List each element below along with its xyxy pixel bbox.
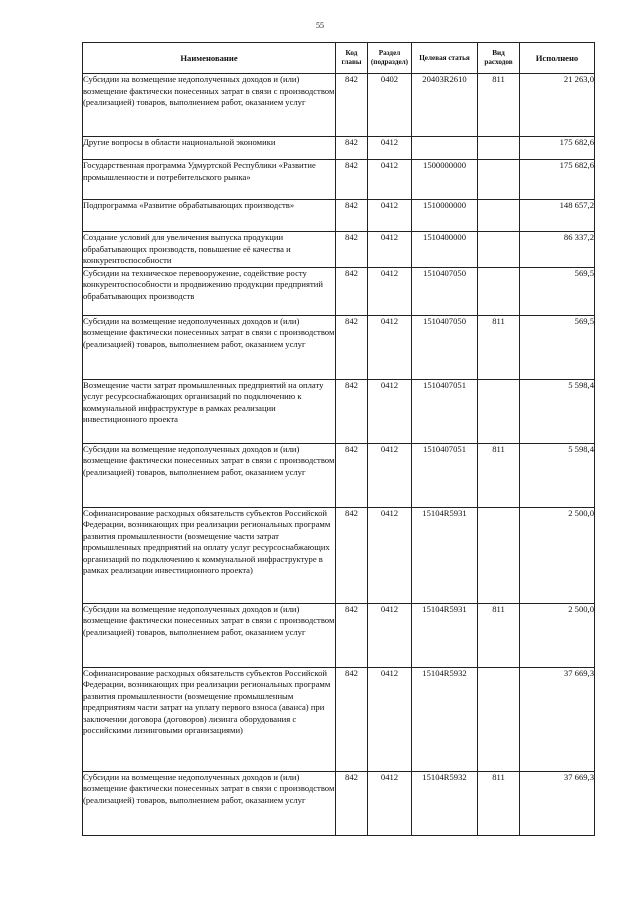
row-vid: 811 bbox=[478, 74, 520, 137]
row-sum: 148 657,2 bbox=[520, 200, 595, 232]
row-name: Подпрограмма «Развитие обрабатывающих производств» bbox=[83, 200, 336, 232]
row-sum: 569,5 bbox=[520, 315, 595, 379]
table-row bbox=[83, 507, 595, 603]
row-stat: 20403R2610 bbox=[412, 74, 478, 137]
row-razdel: 0412 bbox=[368, 267, 412, 315]
row-razdel: 0412 bbox=[368, 603, 412, 667]
header-stat: Целевая статья bbox=[412, 43, 478, 74]
page-number: 55 bbox=[316, 21, 324, 30]
header-sum: Исполнено bbox=[520, 43, 595, 74]
row-glava: 842 bbox=[336, 771, 368, 835]
row-sum: 175 682,6 bbox=[520, 137, 595, 160]
row-sum: 37 669,3 bbox=[520, 771, 595, 835]
row-stat: 1510400000 bbox=[412, 232, 478, 268]
header-name: Наименование bbox=[83, 43, 336, 74]
row-razdel: 0402 bbox=[368, 74, 412, 137]
row-sum: 2 500,0 bbox=[520, 507, 595, 603]
row-stat: 15104R5931 bbox=[412, 603, 478, 667]
row-razdel: 0412 bbox=[368, 379, 412, 443]
row-vid bbox=[478, 667, 520, 771]
row-stat bbox=[412, 137, 478, 160]
row-glava: 842 bbox=[336, 443, 368, 507]
header-razdel: Раздел (подраздел) bbox=[368, 43, 412, 74]
budget-table bbox=[82, 42, 595, 836]
row-glava: 842 bbox=[336, 667, 368, 771]
row-vid: 811 bbox=[478, 771, 520, 835]
row-vid bbox=[478, 200, 520, 232]
row-glava: 842 bbox=[336, 160, 368, 200]
row-vid bbox=[478, 160, 520, 200]
row-razdel: 0412 bbox=[368, 507, 412, 603]
row-vid bbox=[478, 267, 520, 315]
row-glava: 842 bbox=[336, 315, 368, 379]
row-name: Государственная программа Удмуртской Республики «Развитие промышленности и потребительского рынка» bbox=[83, 160, 336, 200]
row-glava: 842 bbox=[336, 232, 368, 268]
row-razdel: 0412 bbox=[368, 667, 412, 771]
table-header-row bbox=[83, 43, 595, 74]
row-vid bbox=[478, 137, 520, 160]
row-glava: 842 bbox=[336, 603, 368, 667]
row-name: Создание условий для увеличения выпуска продукции обрабатывающих производств, повышение её качества и конкурентоспособности bbox=[83, 232, 336, 268]
row-sum: 5 598,4 bbox=[520, 443, 595, 507]
table-row bbox=[83, 379, 595, 443]
row-name: Субсидии на техническое перевооружение, содействие росту конкурентоспособности и продвижению продукции предприятий обрабатывающих производств bbox=[83, 267, 336, 315]
table-row bbox=[83, 160, 595, 200]
row-vid: 811 bbox=[478, 603, 520, 667]
row-stat: 1510407050 bbox=[412, 315, 478, 379]
row-stat: 15104R5932 bbox=[412, 667, 478, 771]
row-name: Субсидии на возмещение недополученных доходов и (или) возмещение фактически понесенных затрат в связи с производством (реализацией) товаров, выполнением работ, оказанием услуг bbox=[83, 443, 336, 507]
row-name: Другие вопросы в области национальной экономики bbox=[83, 137, 336, 160]
table-row bbox=[83, 232, 595, 268]
row-stat: 1510407050 bbox=[412, 267, 478, 315]
row-stat: 15104R5931 bbox=[412, 507, 478, 603]
row-stat: 1510407051 bbox=[412, 443, 478, 507]
row-vid bbox=[478, 507, 520, 603]
header-glava: Код главы bbox=[336, 43, 368, 74]
row-sum: 569,5 bbox=[520, 267, 595, 315]
table-row bbox=[83, 200, 595, 232]
table-row bbox=[83, 667, 595, 771]
row-vid bbox=[478, 379, 520, 443]
row-glava: 842 bbox=[336, 74, 368, 137]
table-row bbox=[83, 315, 595, 379]
row-glava: 842 bbox=[336, 137, 368, 160]
row-sum: 37 669,3 bbox=[520, 667, 595, 771]
row-glava: 842 bbox=[336, 200, 368, 232]
row-name: Софинансирование расходных обязательств субъектов Российской Федерации, возникающих при реализации региональных программ развития промышленности (возмещение части затрат промышленных предприятий на оплату услуг ресурсоснабжающих организаций по подключению к коммунальной инфраструктуре в рамках реализации инвестиционного проекта) bbox=[83, 507, 336, 603]
row-name: Субсидии на возмещение недополученных доходов и (или) возмещение фактически понесенных затрат в связи с производством (реализацией) товаров, выполнением работ, оказанием услуг bbox=[83, 603, 336, 667]
table-row bbox=[83, 771, 595, 835]
row-razdel: 0412 bbox=[368, 137, 412, 160]
row-sum: 175 682,6 bbox=[520, 160, 595, 200]
row-razdel: 0412 bbox=[368, 315, 412, 379]
row-sum: 2 500,0 bbox=[520, 603, 595, 667]
row-name: Софинансирование расходных обязательств субъектов Российской Федерации, возникающих при реализации региональных программ развития промышленности (возмещение промышленным предприятиям части затрат на уплату первого взноса (аванса) при заключении договора (договоров) лизинга оборудования с российскими лизинговыми организациями) bbox=[83, 667, 336, 771]
row-name: Субсидии на возмещение недополученных доходов и (или) возмещение фактически понесенных затрат в связи с производством (реализацией) товаров, выполнением работ, оказанием услуг bbox=[83, 74, 336, 137]
row-glava: 842 bbox=[336, 267, 368, 315]
row-sum: 21 263,0 bbox=[520, 74, 595, 137]
row-razdel: 0412 bbox=[368, 200, 412, 232]
table-row bbox=[83, 267, 595, 315]
row-name: Субсидии на возмещение недополученных доходов и (или) возмещение фактически понесенных затрат в связи с производством (реализацией) товаров, выполнением работ, оказанием услуг bbox=[83, 771, 336, 835]
table-row bbox=[83, 603, 595, 667]
row-glava: 842 bbox=[336, 379, 368, 443]
row-razdel: 0412 bbox=[368, 443, 412, 507]
row-razdel: 0412 bbox=[368, 160, 412, 200]
row-stat: 15104R5932 bbox=[412, 771, 478, 835]
table-row bbox=[83, 74, 595, 137]
row-sum: 5 598,4 bbox=[520, 379, 595, 443]
row-vid: 811 bbox=[478, 443, 520, 507]
header-vid: Вид расходов bbox=[478, 43, 520, 74]
row-glava: 842 bbox=[336, 507, 368, 603]
row-stat: 1510000000 bbox=[412, 200, 478, 232]
row-stat: 1510407051 bbox=[412, 379, 478, 443]
row-sum: 86 337,2 bbox=[520, 232, 595, 268]
row-vid bbox=[478, 232, 520, 268]
row-razdel: 0412 bbox=[368, 771, 412, 835]
row-vid: 811 bbox=[478, 315, 520, 379]
row-razdel: 0412 bbox=[368, 232, 412, 268]
table-row bbox=[83, 137, 595, 160]
row-name: Субсидии на возмещение недополученных доходов и (или) возмещение фактически понесенных затрат в связи с производством (реализацией) товаров, выполнением работ, оказанием услуг bbox=[83, 315, 336, 379]
table-row bbox=[83, 443, 595, 507]
row-stat: 1500000000 bbox=[412, 160, 478, 200]
row-name: Возмещение части затрат промышленных предприятий на оплату услуг ресурсоснабжающих организаций по подключению к коммунальной инфраструктуре в рамках реализации инвестиционного проекта bbox=[83, 379, 336, 443]
